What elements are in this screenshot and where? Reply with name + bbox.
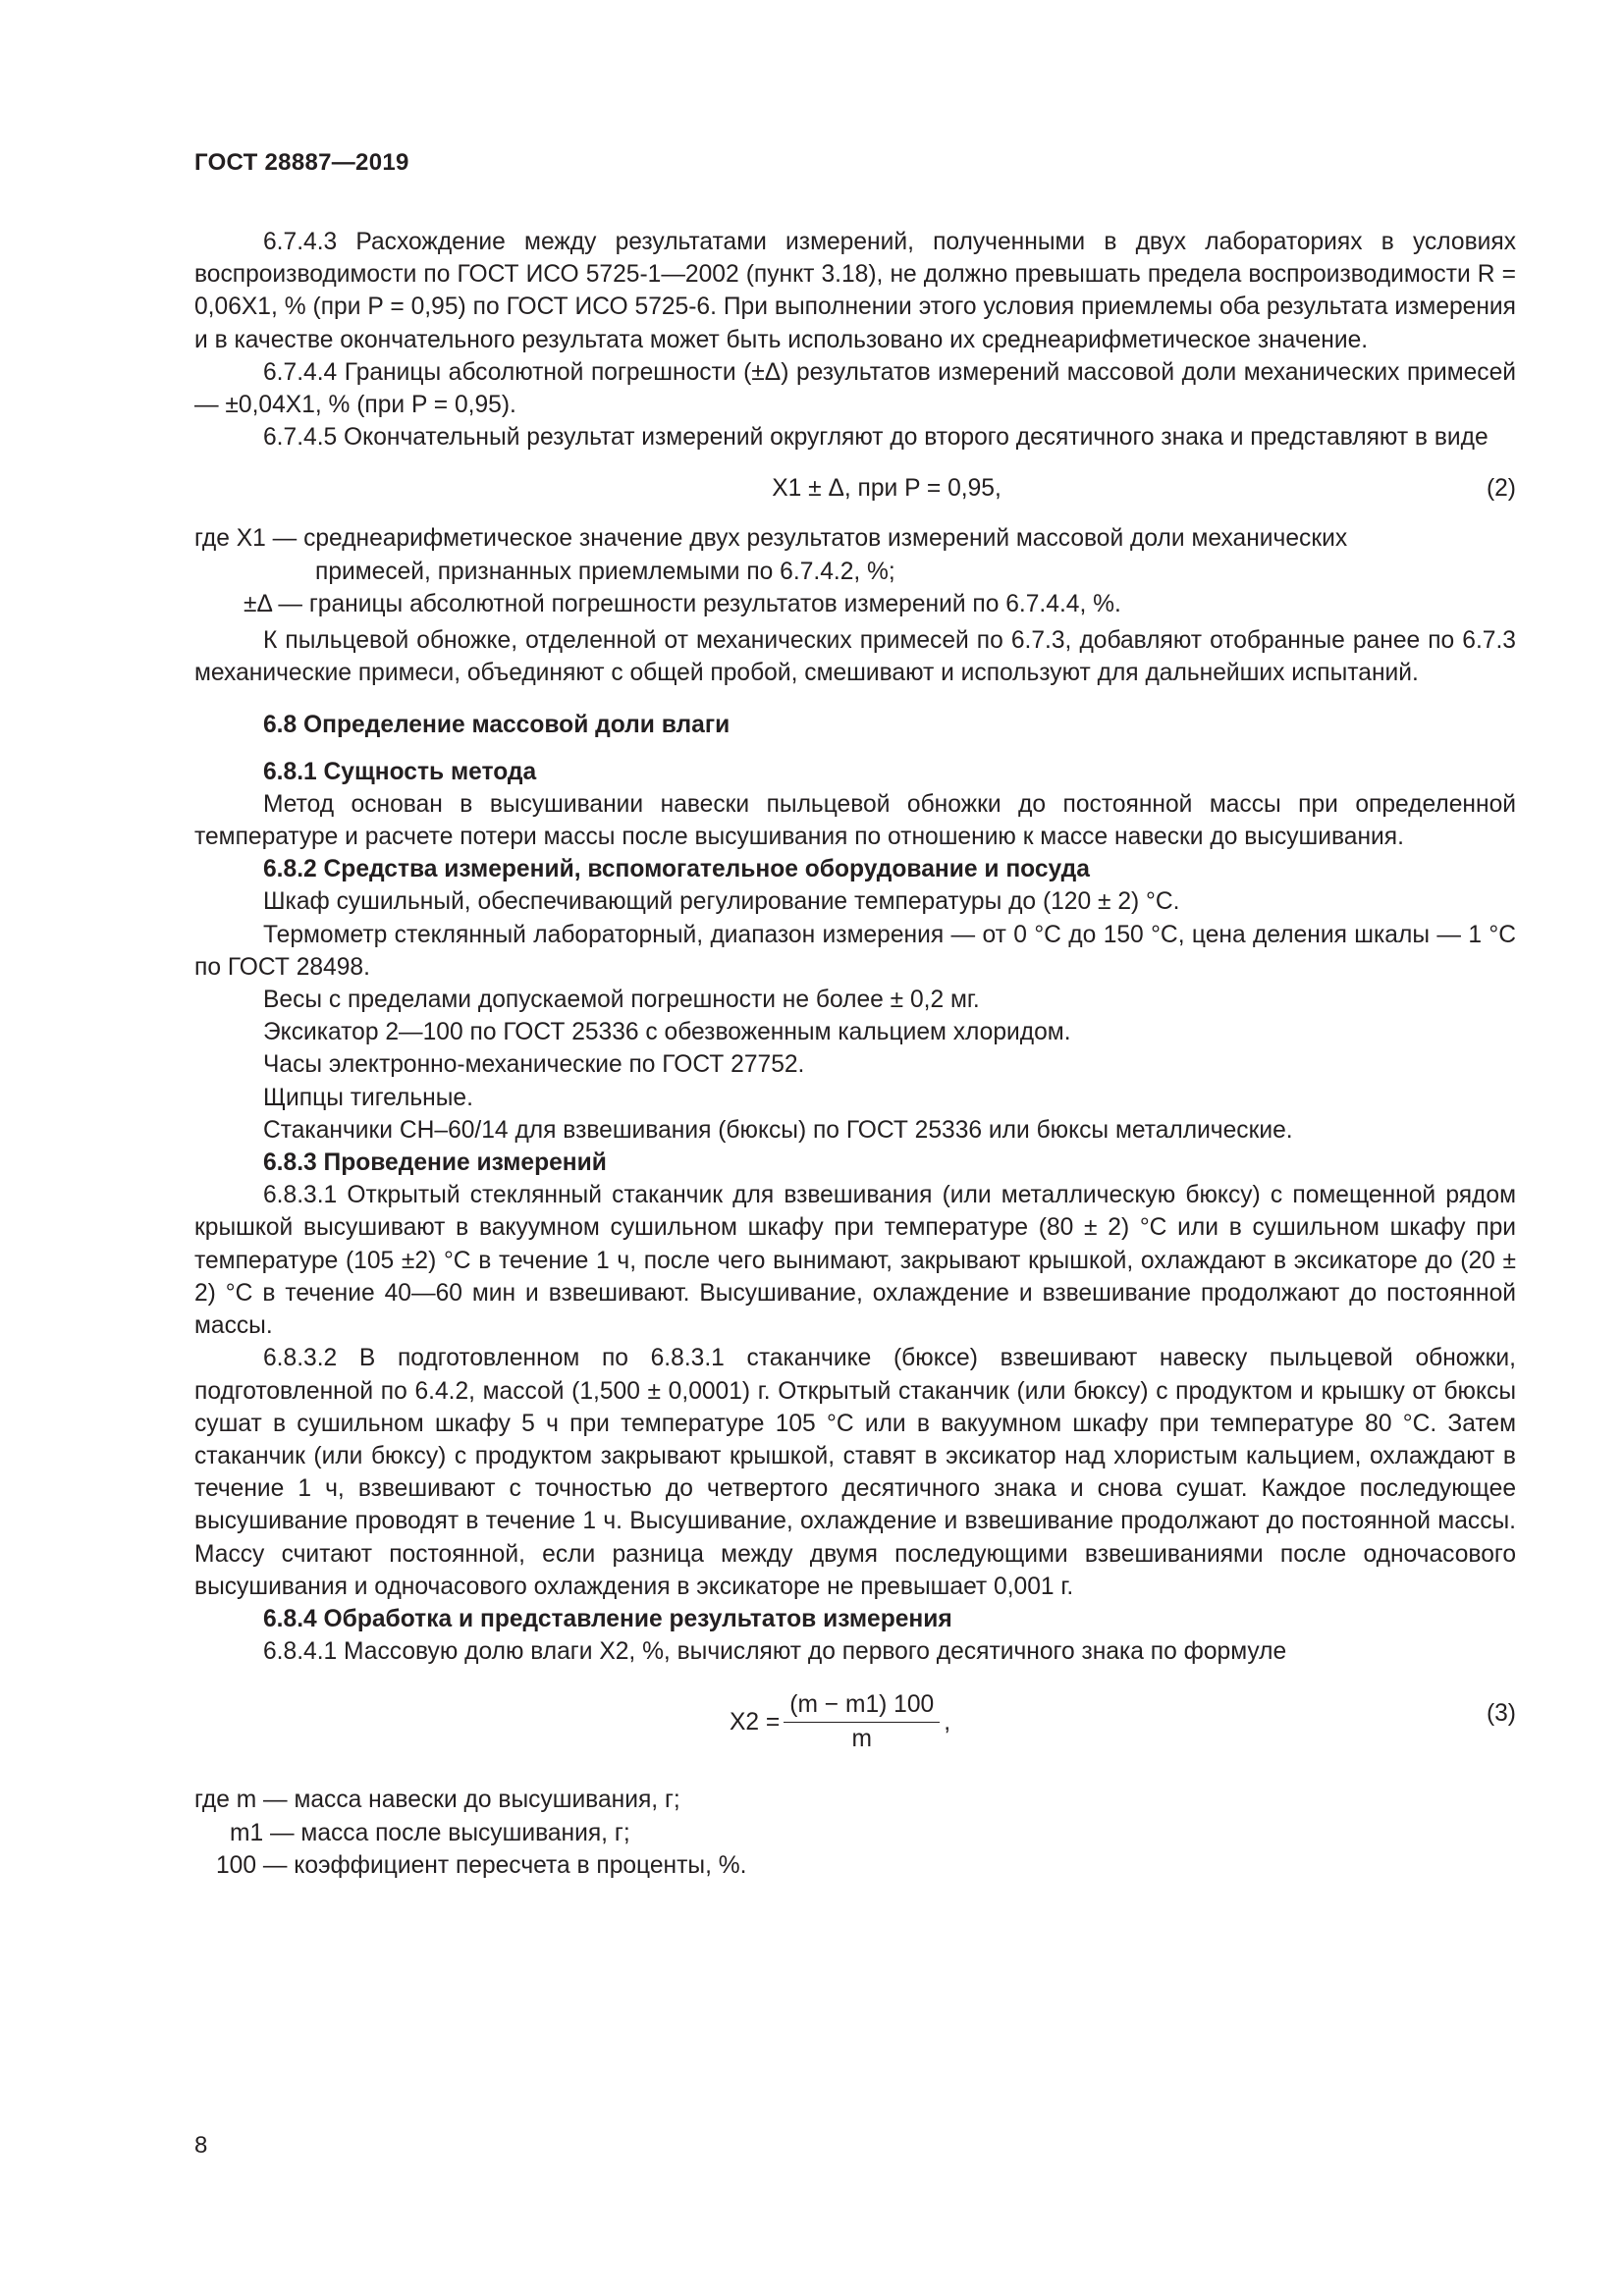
- where-3-line-2: m1 — масса после высушивания, г;: [230, 1819, 630, 1846]
- formula-3-number: (3): [1486, 1700, 1516, 1728]
- formula-3-lhs: X2 =: [730, 1708, 781, 1735]
- paragraph-6-8-1: Метод основан в высушивании навески пыльцевой обножки до постоянной массы при определенной температуре и расчете потери массы после высушивания по отношению к массе навески до высушивания.: [194, 790, 1516, 851]
- formula-2-number: (2): [1486, 475, 1516, 503]
- equipment-item: Термометр стеклянный лабораторный, диапазон измерения — от 0 °С до 150 °С, цена деления шкалы — 1 °С по ГОСТ 28498.: [194, 921, 1516, 981]
- equipment-item: Стаканчики СН–60/14 для взвешивания (бюксы) по ГОСТ 25336 или бюксы металлические.: [263, 1116, 1293, 1144]
- formula-3: [194, 1678, 1516, 1766]
- paragraph-6-7-4-5: 6.7.4.5 Окончательный результат измерений округляют до второго десятичного знака и представляют в виде: [263, 424, 1489, 452]
- where-2-definition-x1: среднеарифметическое значение двух результатов измерений массовой доли механических: [297, 525, 1348, 553]
- section-6-8-3-title: 6.8.3 Проведение измерений: [263, 1149, 607, 1177]
- where-2-line-1: [194, 522, 1516, 555]
- paragraph-6-8-3-2: 6.8.3.2 В подготовленном по 6.8.3.1 стаканчике (бюксе) взвешивают навеску пыльцевой обножки, подготовленной по 6.4.2, массой (1,500 ± 0,0001) г. Открытый стаканчик (или бюксу) с продуктом и крышку от бюксы сушат в сушильном шкафу 5 ч при температуре 105 °С или в вакуумном шкафу при температуре 80 °С. Затем стаканчик (или бюксу) с продуктом закрывают крышкой, ставят в эксикатор над хлористым кальцием, охлаждают в течение 1 ч, взвешивают с точностью до четвертого десятичного знака и снова сушат. Каждое последующее высушивание проводят в течение 1 ч. Высушивание, охлаждение и взвешивание продолжают до постоянной массы. Массу считают постоянной, если разница между двумя последующими взвешиваниями после одночасового высушивания и одночасового охлаждения в эксикаторе не превышает 0,001 г.: [194, 1345, 1516, 1600]
- where-3-line-3: 100 — коэффициент пересчета в проценты, %.: [216, 1851, 747, 1879]
- where-3-line-1: где m — масса навески до высушивания, г;: [194, 1787, 680, 1814]
- formula-3-denominator: m: [851, 1725, 872, 1752]
- formula-3-tail: ,: [944, 1708, 951, 1735]
- formula-2: [194, 461, 1516, 516]
- section-6-8-title: 6.8 Определение массовой доли влаги: [263, 712, 731, 739]
- formula-3-fraction: [784, 1690, 940, 1754]
- equipment-item: Шкаф сушильный, обеспечивающий регулирование температуры до (120 ± 2) °С.: [263, 888, 1180, 916]
- where-2-line-2: ±Δ — границы абсолютной погрешности результатов измерений по 6.7.4.4, %.: [244, 590, 1121, 617]
- equipment-item: Часы электронно-механические по ГОСТ 27752.: [263, 1051, 805, 1079]
- where-2-line-1-continuation: примесей, признанных приемлемыми по 6.7.4.2, %;: [315, 558, 895, 585]
- paragraph-6-7-4-3: 6.7.4.3 Расхождение между результатами измерений, полученными в двух лабораториях в условиях воспроизводимости по ГОСТ ИСО 5725-1—2002 (пункт 3.18), не должно превышать предела воспроизводимости R = 0,06X1, % (при P = 0,95) по ГОСТ ИСО 5725-6. При выполнении этого условия приемлемы оба результата измерения и в качестве окончательного результата может быть использовано их среднеарифметическое значение.: [194, 229, 1516, 353]
- section-6-8-1-title: 6.8.1 Сущность метода: [263, 758, 537, 785]
- equipment-item: Эксикатор 2—100 по ГОСТ 25336 с обезвоженным кальцием хлоридом.: [263, 1019, 1071, 1046]
- paragraph-6-8-3-1: 6.8.3.1 Открытый стеклянный стаканчик для взвешивания (или металлическую бюксу) с помещенной рядом крышкой высушивают в вакуумном сушильном шкафу при температуре (80 ± 2) °С или в сушильном шкафу при температуре (105 ±2) °С в течение 1 ч, после чего вынимают, закрывают крышкой, охлаждают в эксикаторе до (20 ± 2) °С в течение 40—60 мин и взвешивают. Высушивание, охлаждение и взвешивание продолжают до постоянной массы.: [194, 1182, 1516, 1340]
- equipment-item: Весы с пределами допускаемой погрешности не более ± 0,2 мг.: [263, 987, 980, 1014]
- paragraph-6-8-4-1: 6.8.4.1 Массовую долю влаги X2, %, вычисляют до первого десятичного знака по формуле: [263, 1638, 1287, 1666]
- formula-2-expression: X1 ± Δ, при P = 0,95,: [772, 475, 1001, 503]
- formula-3-numerator: (m − m1) 100: [784, 1690, 940, 1723]
- where-2-term-x1: где X1 —: [194, 525, 298, 553]
- section-6-8-2-title: 6.8.2 Средства измерений, вспомогательное оборудование и посуда: [263, 856, 1090, 883]
- formula-3-expression: [730, 1678, 950, 1766]
- document-body: [194, 226, 1516, 1882]
- section-6-8-4-title: 6.8.4 Обработка и представление результатов измерения: [263, 1605, 952, 1632]
- paragraph-pollen-admixtures: К пыльцевой обножке, отделенной от механических примесей по 6.7.3, добавляют отобранные ранее по 6.7.3 механические примеси, объединяют с общей пробой, смешивают и используют для дальнейших испытаний.: [194, 627, 1516, 687]
- document-header: ГОСТ 28887—2019: [194, 149, 409, 176]
- page-number: 8: [194, 2132, 208, 2159]
- paragraph-6-7-4-4: 6.7.4.4 Границы абсолютной погрешности (±Δ) результатов измерений массовой доли механических примесей — ±0,04X1, % (при P = 0,95).: [194, 358, 1516, 419]
- equipment-item: Щипцы тигельные.: [263, 1084, 473, 1111]
